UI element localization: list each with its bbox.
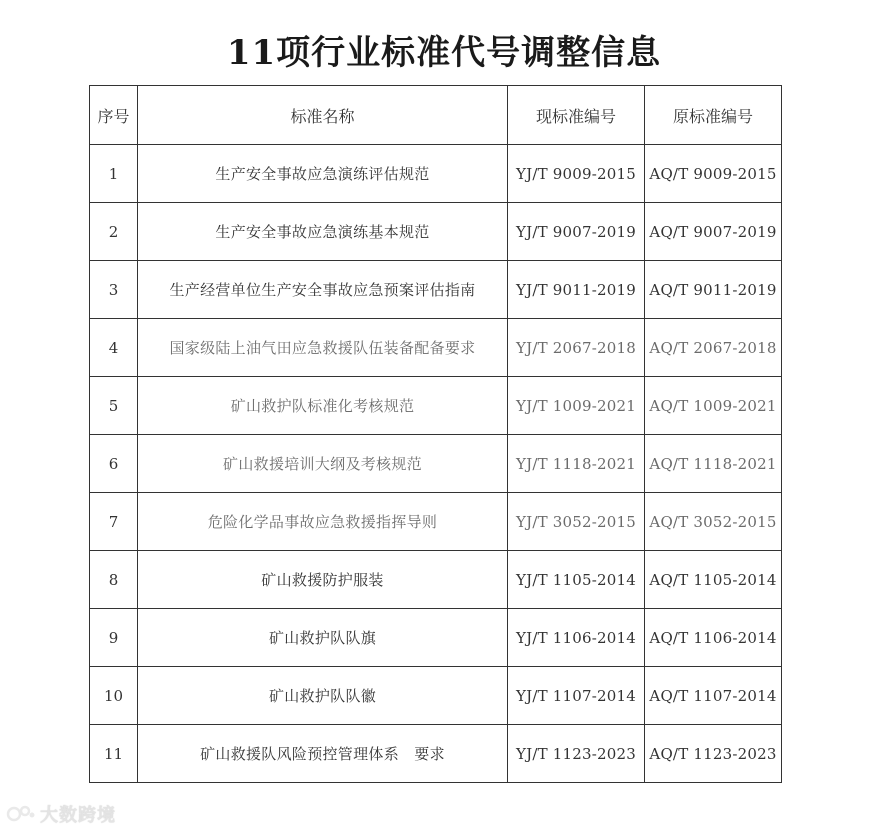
row-current-code: YJ/T 3052-2015 [508, 493, 645, 551]
row-name: 矿山救援培训大纲及考核规范 [138, 435, 508, 493]
table-header-row [90, 86, 782, 145]
row-current-code: YJ/T 1123-2023 [508, 725, 645, 783]
header-current-code: 现标准编号 [508, 86, 645, 145]
row-name: 生产安全事故应急演练基本规范 [138, 203, 508, 261]
row-current-code: YJ/T 9011-2019 [508, 261, 645, 319]
row-current-code: YJ/T 1009-2021 [508, 377, 645, 435]
row-current-code: YJ/T 1118-2021 [508, 435, 645, 493]
watermark-text: 大数跨境 [40, 805, 116, 826]
header-name: 标准名称 [138, 86, 508, 145]
row-index: 1 [90, 145, 138, 203]
header-original-code: 原标准编号 [645, 86, 782, 145]
row-current-code: YJ/T 9009-2015 [508, 145, 645, 203]
row-index: 3 [90, 261, 138, 319]
table-row [90, 725, 782, 783]
table-row [90, 667, 782, 725]
row-index: 11 [90, 725, 138, 783]
row-original-code: AQ/T 1106-2014 [645, 609, 782, 667]
table-row [90, 319, 782, 377]
row-name: 矿山救护队队徽 [138, 667, 508, 725]
row-index: 7 [90, 493, 138, 551]
row-original-code: AQ/T 2067-2018 [645, 319, 782, 377]
row-current-code: YJ/T 1105-2014 [508, 551, 645, 609]
row-original-code: AQ/T 1123-2023 [645, 725, 782, 783]
row-name: 危险化学品事故应急救援指挥导则 [138, 493, 508, 551]
standards-table [89, 85, 782, 783]
row-name: 矿山救护队队旗 [138, 609, 508, 667]
row-name: 矿山救护队标准化考核规范 [138, 377, 508, 435]
table-row [90, 145, 782, 203]
row-original-code: AQ/T 9011-2019 [645, 261, 782, 319]
row-name: 矿山救援队风险预控管理体系 要求 [138, 725, 508, 783]
row-original-code: AQ/T 9009-2015 [645, 145, 782, 203]
data-wave-logo-icon [6, 803, 36, 825]
header-index: 序号 [90, 86, 138, 145]
table-row [90, 551, 782, 609]
table-row [90, 435, 782, 493]
table-row [90, 203, 782, 261]
watermark [6, 800, 116, 828]
row-index: 10 [90, 667, 138, 725]
table-row [90, 261, 782, 319]
row-name: 生产安全事故应急演练评估规范 [138, 145, 508, 203]
row-index: 9 [90, 609, 138, 667]
row-current-code: YJ/T 1107-2014 [508, 667, 645, 725]
row-index: 4 [90, 319, 138, 377]
row-current-code: YJ/T 1106-2014 [508, 609, 645, 667]
row-index: 6 [90, 435, 138, 493]
row-index: 5 [90, 377, 138, 435]
page-title: 11项行业标准代号调整信息 [226, 33, 662, 73]
row-current-code: YJ/T 2067-2018 [508, 319, 645, 377]
row-name: 生产经营单位生产安全事故应急预案评估指南 [138, 261, 508, 319]
row-original-code: AQ/T 1118-2021 [645, 435, 782, 493]
row-original-code: AQ/T 9007-2019 [645, 203, 782, 261]
row-original-code: AQ/T 3052-2015 [645, 493, 782, 551]
row-index: 2 [90, 203, 138, 261]
table-row [90, 609, 782, 667]
table-row [90, 377, 782, 435]
row-current-code: YJ/T 9007-2019 [508, 203, 645, 261]
table-row [90, 493, 782, 551]
row-name: 国家级陆上油气田应急救援队伍装备配备要求 [138, 319, 508, 377]
row-original-code: AQ/T 1009-2021 [645, 377, 782, 435]
row-original-code: AQ/T 1105-2014 [645, 551, 782, 609]
row-name: 矿山救援防护服装 [138, 551, 508, 609]
row-index: 8 [90, 551, 138, 609]
row-original-code: AQ/T 1107-2014 [645, 667, 782, 725]
